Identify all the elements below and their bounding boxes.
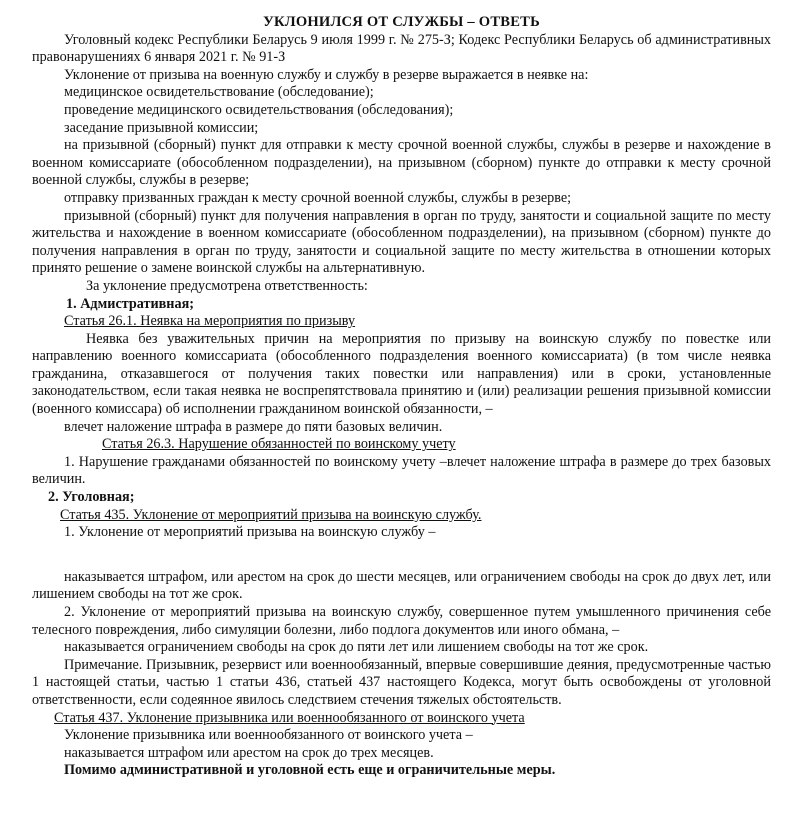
article-title: Статья 26.1. Неявка на мероприятия по призыву	[64, 313, 356, 330]
conclusion: Помимо административной и уголовной есть еще и ограничительные меры.	[64, 762, 556, 779]
article-text: 1. Уклонение от мероприятий призыва на воинскую службу –	[64, 524, 436, 541]
article-penalty: наказывается штрафом, или арестом на срок до шести месяцев, или ограничением свободы на срок до двух лет, или лишением свободы на тот же срок.	[32, 568, 771, 603]
document-title: УКЛОНИЛСЯ ОТ СЛУЖБЫ – ОТВЕТЬ	[263, 14, 540, 30]
article-text: 2. Уклонение от мероприятий призыва на воинскую службу, совершенное путем умышленного причинения себе телесного повреждения, либо симуляции болезни, либо подлога документов или иного обмана, –	[32, 604, 771, 638]
article-penalty: наказывается ограничением свободы на срок до пяти лет или лишением свободы на тот же срок.	[64, 639, 649, 656]
list-item: медицинское освидетельствование (обследование);	[64, 84, 374, 101]
intro-lead: Уклонение от призыва на военную службу и службу в резерве выражается в неявке на:	[64, 66, 589, 83]
article-text: Уклонение призывника или военнообязанного от воинского учета –	[64, 727, 473, 744]
article-text: 1. Нарушение гражданами обязанностей по воинскому учету –влечет наложение штрафа в размере до трех базовых величин.	[32, 453, 771, 488]
article-title: Статья 435. Уклонение от мероприятий призыва на воинскую службу.	[60, 506, 482, 523]
article-title: Статья 26.3. Нарушение обязанностей по воинскому учету	[102, 436, 456, 453]
list-item: заседание призывной комиссии;	[64, 119, 259, 136]
list-item: отправку призванных граждан к месту срочной военной службы, службы в резерве;	[64, 189, 572, 206]
list-item: на призывной (сборный) пункт для отправки к месту срочной военной службы, службы в резерве и нахождение в военном комиссариате (обособленном подразделении), на призывном (сборном) пункте до отправки к месту срочной военной службы, службы в резерве;	[32, 137, 771, 189]
article-title: Статья 437. Уклонение призывника или военнообязанного от воинского учета	[54, 709, 525, 726]
spacer	[32, 542, 771, 569]
list-item: проведение медицинского освидетельствования (обследования);	[64, 101, 454, 118]
section-heading-admin: 1. Адмистративная;	[66, 295, 194, 312]
legal-sources: Уголовный кодекс Республики Беларусь 9 июля 1999 г. № 275-З; Кодекс Республики Беларусь об административных правонарушениях 6 января 2021 г. № 91-З	[32, 31, 771, 66]
article-note: Примечание. Призывник, резервист или военнообязанный, впервые совершившие деяния, предусмотренные частью 1 настоящей статьи, частью 1 статьи 436, статьей 437 настоящего Кодекса, могут быть освобождены от уголовной ответственности, если содеянное явилось следствием стечения тяжелых обстоятельств.	[32, 656, 771, 708]
responsibility-lead: За уклонение предусмотрена ответственность:	[86, 277, 368, 294]
article-text: Неявка без уважительных причин на мероприятия по призыву на воинскую службу по повестке или направлению военного комиссариата (обособленного подразделения военного комиссариата) (в том числе неявка гражданина, отказавшегося от получения таких повестки или направления) или в сроки, установленные законодательством, если такая неявка не воспрепятствовала принятию и (или) реализации решения призывной комиссии (военного комиссара) об исполнении гражданином воинской обязанности, –	[32, 330, 771, 418]
section-heading-criminal: 2. Уголовная;	[48, 489, 135, 506]
article-penalty: наказывается штрафом или арестом на срок до трех месяцев.	[64, 744, 434, 761]
list-item: призывной (сборный) пункт для получения направления в орган по труду, занятости и социальной защите по месту жительства и нахождение в военном комиссариате (обособленном подразделении), на призывном (сборном) пункте до получения направления в орган по труду, занятости и социальной защите по месту жительства в отношении которых принято решение о замене воинской службы на альтернативную.	[32, 207, 771, 277]
article-penalty: влечет наложение штрафа в размере до пяти базовых величин.	[64, 418, 443, 435]
